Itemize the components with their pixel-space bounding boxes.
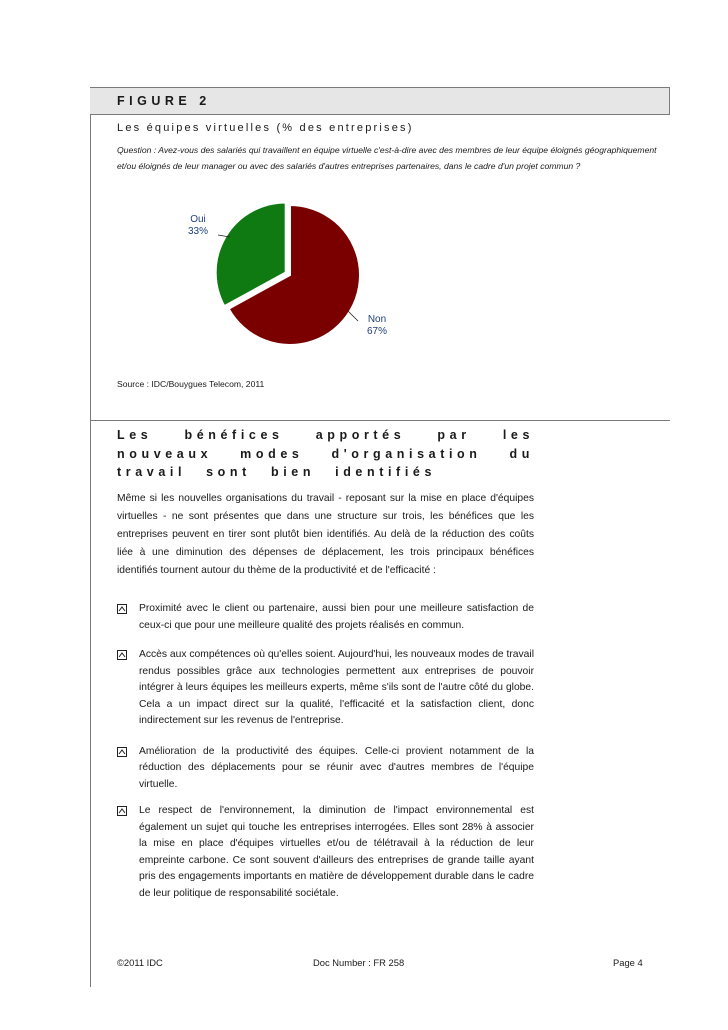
figure-label: FIGURE 2 [90,88,670,115]
slice-value-non: 67% [366,326,388,337]
list-item [117,744,534,794]
figure-source: Source : IDC/Bouygues Telecom, 2011 [117,379,265,389]
pie-chart [90,195,430,355]
section-heading: Les bénéfices apportés par les nouveaux modes d'organisation du travail sont bien identifiés [117,428,534,479]
slice-label-oui: Oui [190,214,206,225]
figure-box [90,87,670,115]
slice-value-oui: 33% [187,226,209,237]
figure-question: Question : Avez-vous des salariés qui travaillent en équipe virtuelle c'est-à-dire avec des membres de leur équipe éloignés géographiquement et/ou éloignés de leur manager ou avec des salariés d'autres entreprises partenaires, dans le cadre d'un projet commun ? [117,145,657,171]
checkbox-arrow-icon [117,650,127,660]
list-item-text: Le respect de l'environnement, la diminution de l'impact environnemental est également un sujet qui touche les entreprises interrogées. Elles sont 28% à associer la mise en place d'équipes virtuelles et/ou de télétravail à la réduction de leur empreinte carbone. Ce sont souvent d'ailleurs des entreprises de grande taille ayant pris des engagements importants en matière de développement durable dans le cadre de leur politique de responsabilité sociétale. [139,805,534,899]
checkbox-arrow-icon [117,806,127,816]
checkbox-arrow-icon [117,604,127,614]
footer-doc-number: Doc Number : FR 258 [313,957,405,968]
checkbox-arrow-icon [117,747,127,757]
list-item-text: Accès aux compétences où qu'elles soient. Aujourd'hui, les nouveaux modes de travail rendus possibles grâce aux technologies permettent aux entreprises de pouvoir intégrer à leurs équipes les meilleurs experts, même s'ils sont de l'autre côté du globe. Cela a un impact direct sur la qualité, l'efficacité et la satisfaction client, donc indirectement sur les revenus de l'entreprise. [139,649,534,726]
pie-slices [216,202,360,345]
list-item [117,803,534,902]
list-item-text: Amélioration de la productivité des équipes. Celle-ci provient notamment de la réduction des déplacements pour se réunir avec d'autres membres de l'équipe virtuelle. [139,745,534,790]
slice-label-non: Non [367,314,387,325]
leader-line-non [348,311,358,321]
figure-title: Les équipes virtuelles (% des entreprises) [117,122,414,134]
benefits-list [117,601,534,902]
section-intro: Même si les nouvelles organisations du travail - reposant sur la mise en place d'équipes virtuelles - ne sont présentes que dans une structure sur trois, les bénéfices que les entreprises peuvent en tirer sont plutôt bien identifiés. Au delà de la réduction des coûts liée à une diminution des dépenses de déplacement, les trois principaux bénéfices identifiés tournent autour du thème de la productivité et de l'efficacité : [117,493,534,576]
list-item [117,647,534,730]
footer-copyright: ©2011 IDC [117,957,163,968]
section-divider [90,420,670,421]
list-item [117,601,534,634]
footer-page-number: Page 4 [613,957,643,968]
list-item-text: Proximité avec le client ou partenaire, aussi bien pour une meilleure satisfaction de ceux-ci que pour une meilleure qualité des projets réalisés en commun. [139,603,534,631]
